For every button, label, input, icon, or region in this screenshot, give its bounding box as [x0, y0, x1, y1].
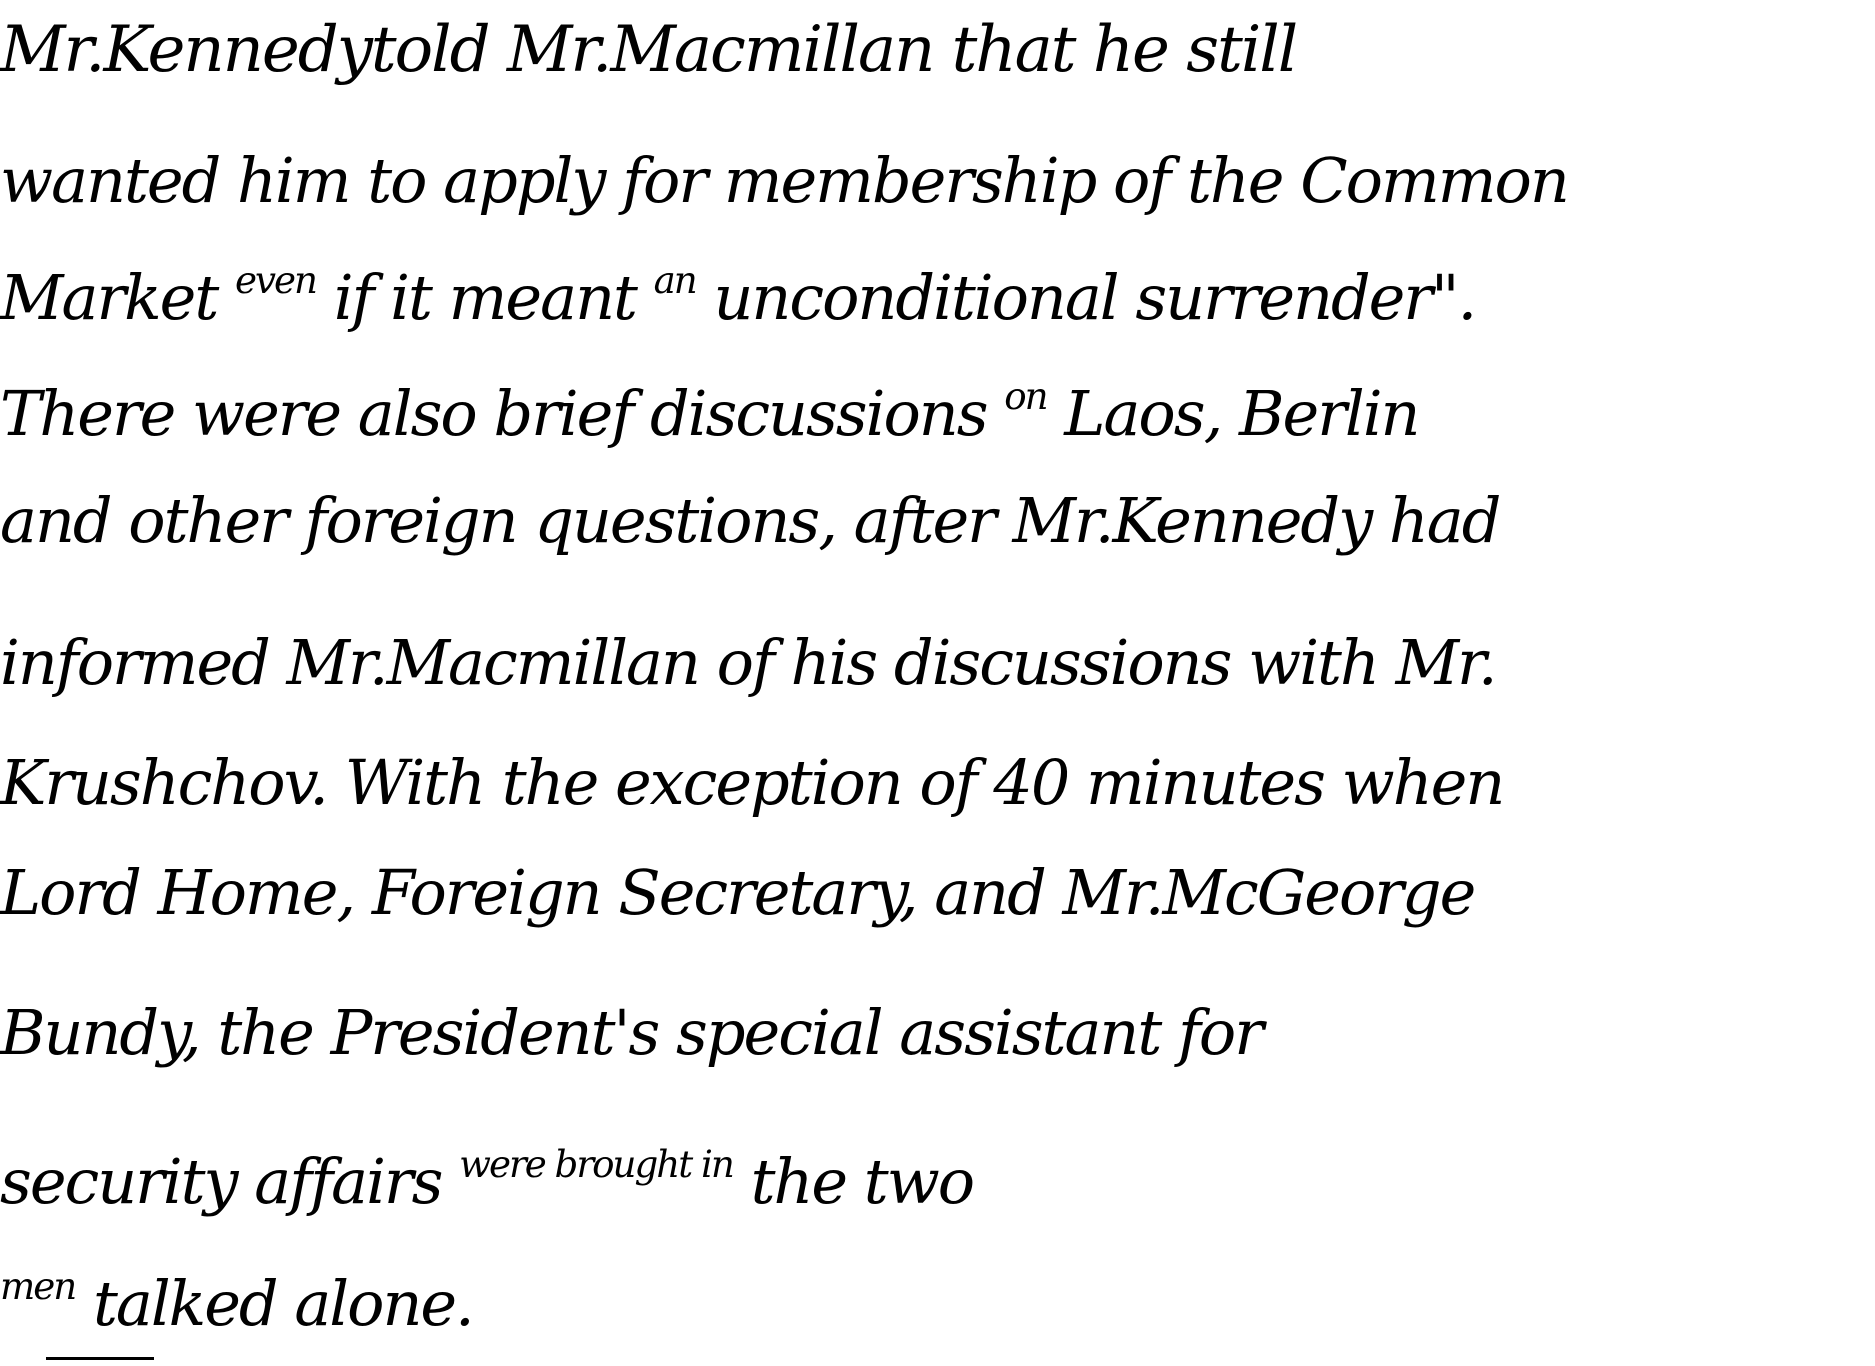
line-6-text: informed Mr.Macmillan of his discussions with Mr.	[0, 626, 1496, 699]
line-7-text: Krushchov. With the exception of 40 minutes when	[0, 746, 1504, 819]
line-4-word-brief: brief	[493, 377, 633, 451]
line-3-insertion-an: an	[653, 258, 696, 302]
line-9-text: Bundy, the President's special assistant for	[0, 996, 1262, 1069]
line-3-phrase-if-it-meant: if it meant	[333, 261, 636, 335]
text-line-6	[0, 626, 1496, 699]
line-1-text: Mr.Kennedytold Mr.Macmillan that he still	[0, 13, 1297, 87]
line-4-insertion-on: on	[1004, 374, 1047, 418]
text-line-8	[0, 856, 1475, 929]
line-10-insertion-were-brought-in: were brought in	[459, 1142, 733, 1186]
line-11-insertion-men: men	[0, 1264, 76, 1308]
text-line-7	[0, 746, 1504, 819]
line-5-text: and other foreign questions, after Mr.Kennedy had	[0, 484, 1500, 557]
line-10-phrase-security-affairs: security affairs	[0, 1145, 442, 1219]
line-3-phrase-unconditional: unconditional surrender".	[713, 261, 1476, 335]
text-line-3	[0, 258, 1476, 335]
line-4-phrase-laos-berlin: Laos, Berlin	[1064, 377, 1419, 451]
text-line-10	[0, 1142, 974, 1219]
line-8-text: Lord Home, Foreign Secretary, and Mr.McGeorge	[0, 856, 1475, 929]
line-3-word-market: Market	[0, 261, 218, 335]
line-11-phrase-talked-alone: talked alone.	[92, 1267, 473, 1341]
line-4-phrase-there-were-also: There were also	[0, 377, 476, 451]
text-line-4	[0, 374, 1419, 451]
line-2-text: wanted him to apply for membership of the Common	[0, 144, 1568, 217]
line-10-phrase-the-two: the two	[750, 1145, 974, 1219]
text-line-2	[0, 144, 1568, 217]
text-line-11	[0, 1264, 473, 1341]
text-line-5	[0, 484, 1500, 557]
line-3-insertion-even: even	[234, 258, 316, 302]
line-4-word-discussions: discussions	[649, 377, 987, 451]
insertion-underline-mark	[46, 1357, 154, 1360]
text-line-9	[0, 996, 1262, 1069]
text-line-1	[0, 13, 1297, 87]
